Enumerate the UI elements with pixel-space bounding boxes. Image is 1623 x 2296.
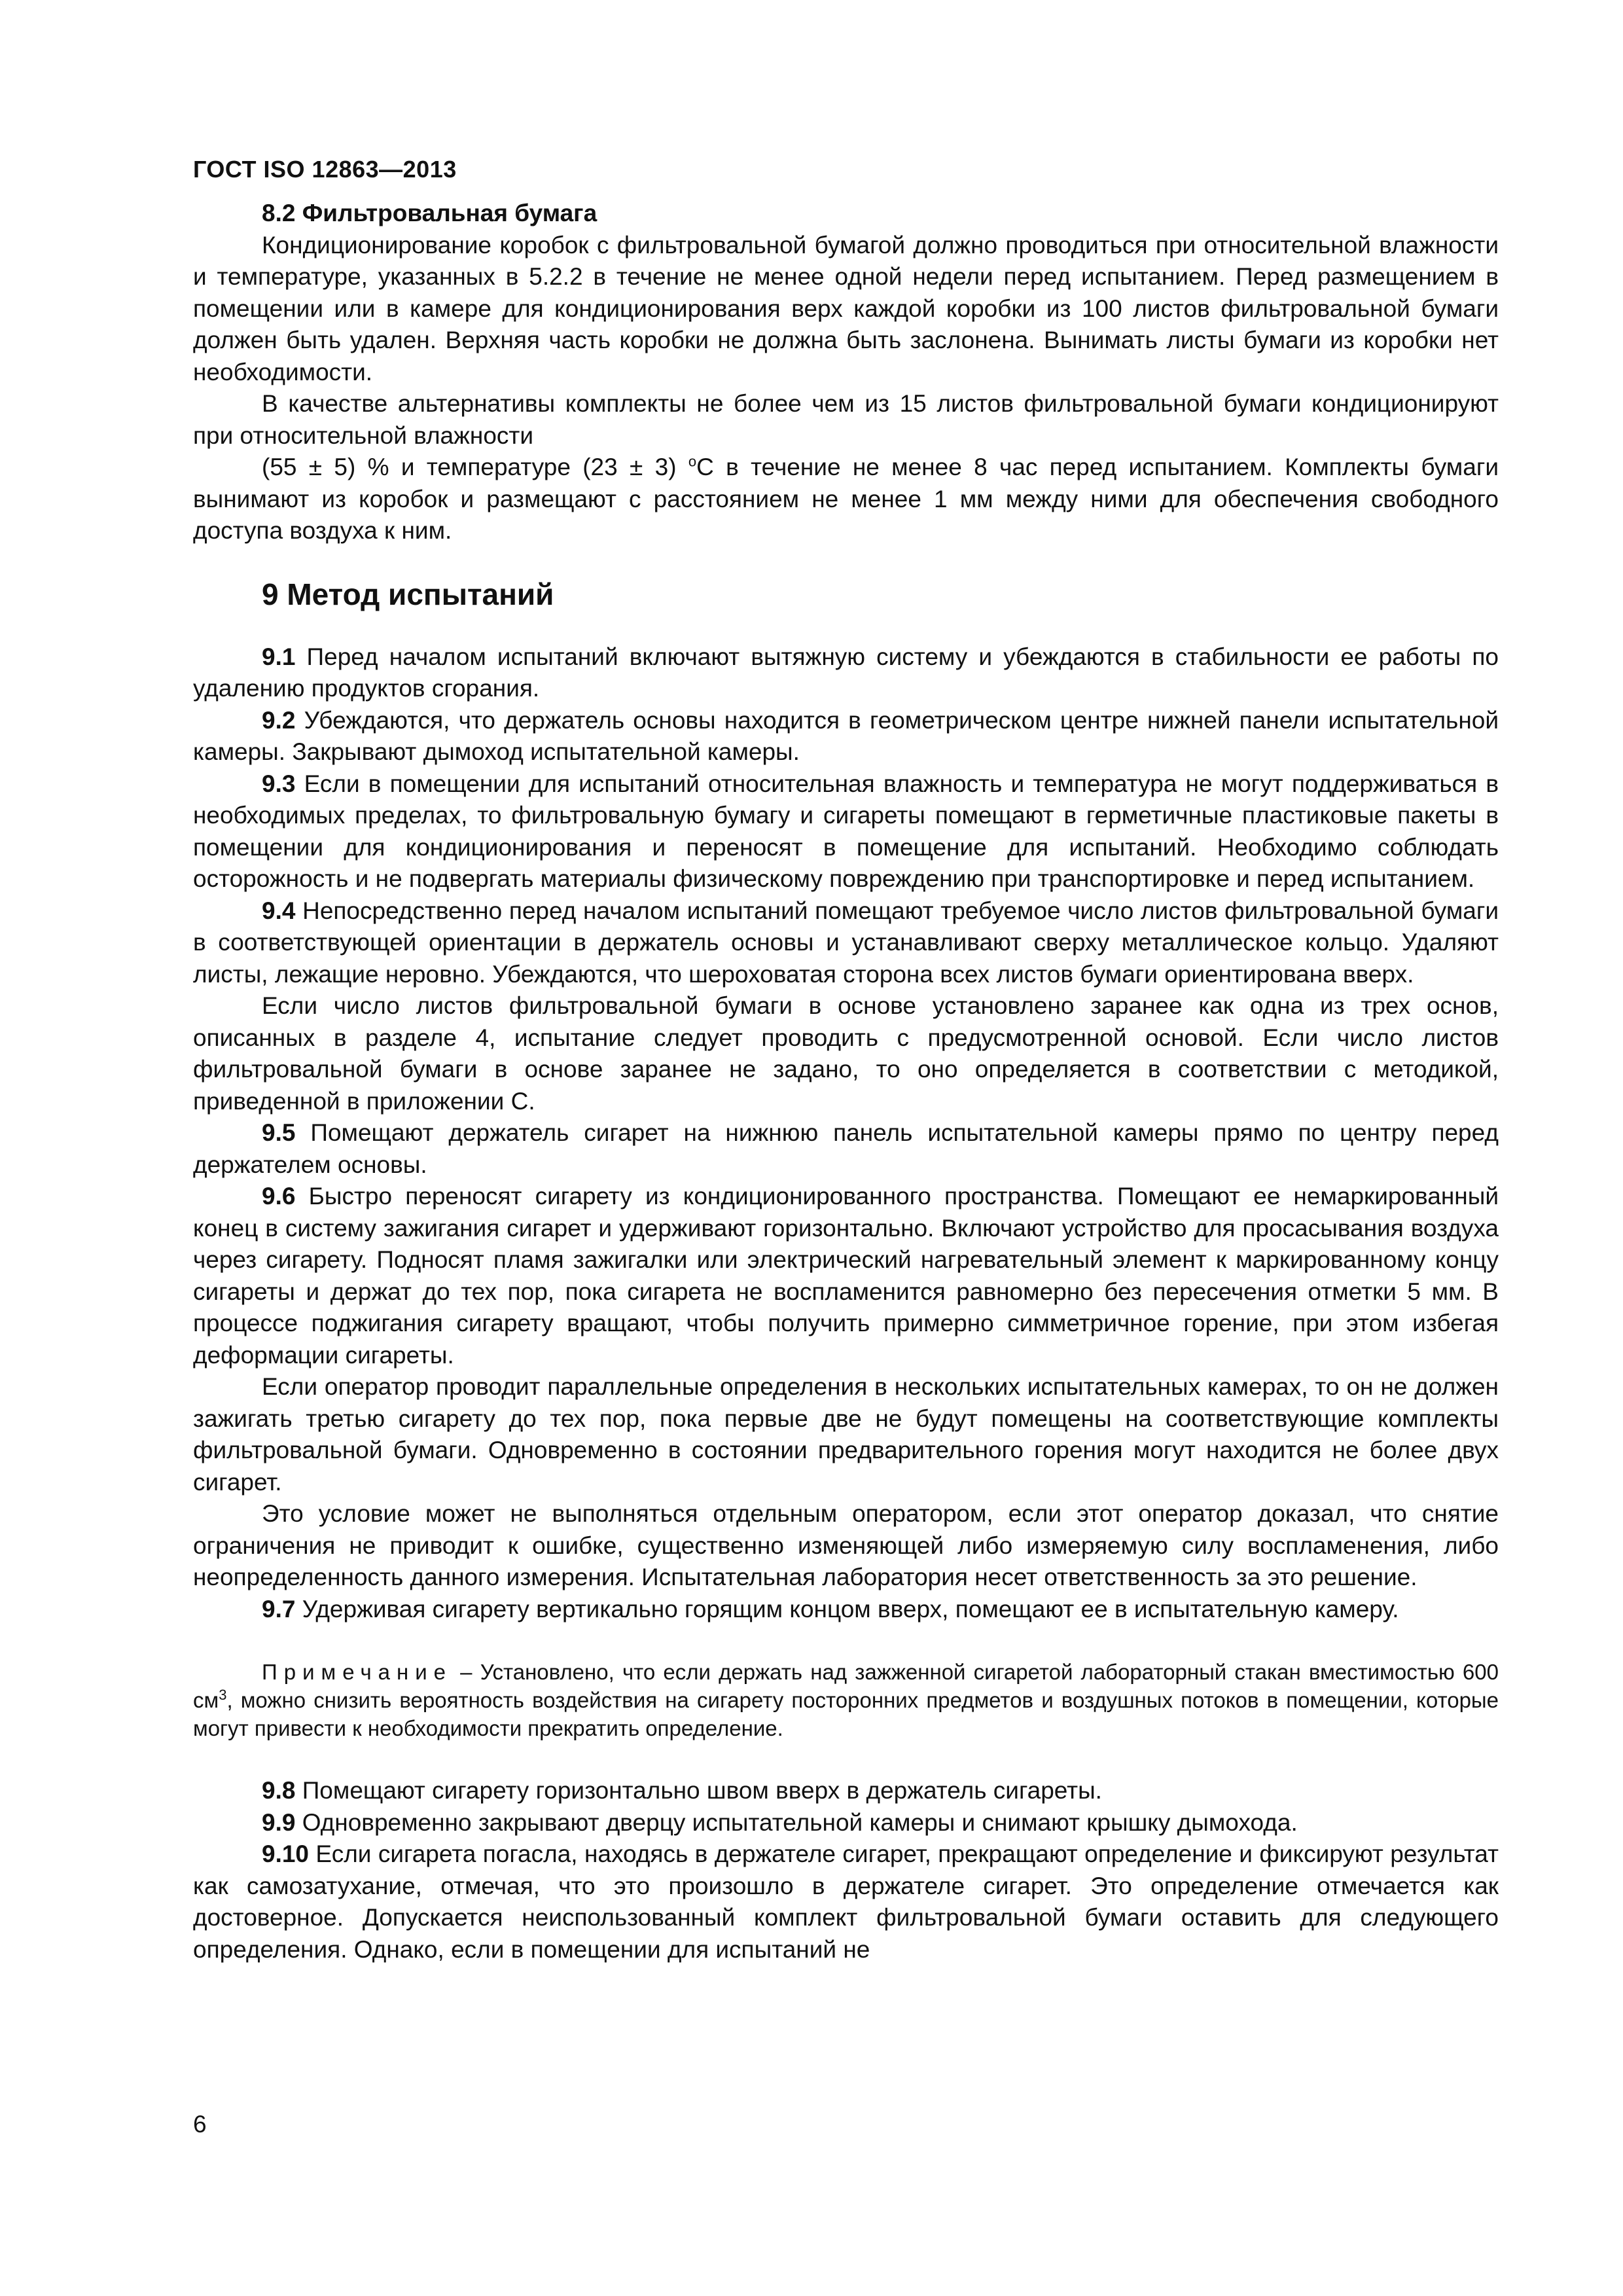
clause-9-2 <box>193 705 1499 768</box>
subsection-title-8-2: 8.2 Фильтровальная бумага <box>262 200 597 226</box>
clause-text: Непосредственно перед началом испытаний помещают требуемое число листов фильтровальной бумаги в соответствующей ориентации в держатель основы и устанавливают сверху металлическое кольцо. Удаляют листы, лежащие неровно. Убеждаются, что шероховатая сторона всех листов бумаги ориентирована вверх. <box>193 897 1499 988</box>
clause-9-8 <box>193 1775 1499 1807</box>
paragraph-8-2-conditioning: Кондиционирование коробок с фильтровальной бумагой должно проводиться при относительной влажности и температуре, указанных в 5.2.2 в течение не менее одной недели перед испытанием. Перед размещением в помещении или в камере для кондиционирования верх каждой коробки из 100 листов фильтровальной бумаги должен быть удален. Верхняя часть коробки не должна быть заслонена. Вынимать листы бумаги из коробки нет необходимости. <box>193 231 1499 386</box>
conditions-text-b: С в течение не менее 8 час перед испытанием. Комплекты бумаги вынимают из коробок и размещают с расстоянием не менее 1 мм между ними для обеспечения свободного доступа воздуха к ним. <box>193 454 1499 544</box>
clause-text: Если в помещении для испытаний относительная влажность и температура не могут поддерживаться в необходимых пределах, то фильтровальную бумагу и сигареты помещают в герметичные пластиковые пакеты в помещении для кондиционирования и переносят в помещение для испытаний. Необходимо соблюдать осторожность и не подвергать материалы физическому повреждению при транспортировке и перед испытанием. <box>193 770 1499 892</box>
clause-text: Быстро переносят сигарету из кондиционированного пространства. Помещают ее немаркированный конец в систему зажигания сигарет и удерживают горизонтально. Включают устройство для просасывания воздуха через сигарету. Подносят пламя зажигалки или электрический нагревательный элемент к маркированному концу сигареты и держат до тех пор, пока сигарета не воспламенится равномерно без пересечения отметки 5 мм. В процессе поджигания сигарету вращают, чтобы получить примерно симметричное горение, при этом избегая деформации сигареты. <box>193 1183 1499 1369</box>
paragraph-8-2-conditions <box>193 452 1499 547</box>
note-text-b: , можно снизить вероятность воздействия на сигарету посторонних предметов и воздушных потоков в помещении, которые могут привести к необходимости прекратить определение. <box>193 1688 1499 1740</box>
clause-9-10 <box>193 1839 1499 1965</box>
clause-text: Помещают держатель сигарет на нижнюю панель испытательной камеры прямо по центру перед держателем основы. <box>193 1119 1499 1178</box>
clause-text: Если сигарета погасла, находясь в держателе сигарет, прекращают определение и фиксируют результат как самозатухание, отмечая, что это произошло в держателе сигарет. Это определение отмечается как достоверное. Допускается неиспользованный комплект фильтровальной бумаги оставить для следующего определения. Однако, если в помещении для испытаний не <box>193 1840 1499 1963</box>
clause-text: Одновременно закрывают дверцу испытательной камеры и снимают крышку дымохода. <box>295 1808 1298 1836</box>
clause-text: Убеждаются, что держатель основы находится в геометрическом центре нижней панели испытательной камеры. Закрывают дымоход испытательной камеры. <box>193 706 1499 765</box>
note-superscript: 3 <box>219 1687 227 1703</box>
clause-text: Помещают сигарету горизонтально швом вверх в держатель сигареты. <box>295 1777 1102 1804</box>
paragraph-8-2-alternative: В качестве альтернативы комплекты не более чем из 15 листов фильтровальной бумаги кондиционируют при относительной влажности <box>193 390 1499 449</box>
clause-number: 9.7 <box>262 1595 296 1623</box>
clause-9-7 <box>193 1594 1499 1626</box>
clause-number: 9.8 <box>262 1777 296 1804</box>
clause-number: 9.3 <box>262 770 296 797</box>
clause-9-6 <box>193 1181 1499 1371</box>
clause-9-9 <box>193 1807 1499 1839</box>
clause-number: 9.9 <box>262 1808 296 1836</box>
clause-9-6-continuation-1: Если оператор проводит параллельные определения в нескольких испытательных камерах, то он не должен зажигать третью сигарету до тех пор, пока первые две не будут помещены на соответствующие комплекты фильтровальной бумаги. Одновременно в состоянии предварительного горения могут находится не более двух сигарет. <box>193 1373 1499 1496</box>
clause-number: 9.6 <box>262 1183 296 1210</box>
clause-text: Перед началом испытаний включают вытяжную систему и убеждаются в стабильности ее работы по удалению продуктов сгорания. <box>193 643 1499 702</box>
page-body <box>193 198 1499 1965</box>
clause-9-5 <box>193 1117 1499 1181</box>
page-number: 6 <box>193 2111 207 2138</box>
note-label: Примечание <box>262 1660 453 1684</box>
clause-number: 9.5 <box>262 1119 296 1146</box>
conditions-text-a: (55 ± 5) % и температуре (23 ± 3) <box>262 454 688 480</box>
section-title-9: 9 Метод испытаний <box>262 577 554 611</box>
clause-9-1 <box>193 641 1499 705</box>
document-code-header: ГОСТ ISO 12863—2013 <box>193 156 457 183</box>
clause-number: 9.10 <box>262 1840 310 1867</box>
clause-number: 9.4 <box>262 897 296 924</box>
clause-text: Удерживая сигарету вертикально горящим концом вверх, помещают ее в испытательную камеру. <box>295 1595 1399 1623</box>
clause-9-3 <box>193 768 1499 895</box>
note-block <box>193 1658 1499 1742</box>
clause-number: 9.1 <box>262 643 296 670</box>
clause-9-6-continuation-2: Это условие может не выполняться отдельным оператором, если этот оператор доказал, что снятие ограничения не приводит к ошибке, существенно изменяющей либо измеряемую силу воспламенения, либо неопределенность данного измерения. Испытательная лаборатория несет ответственность за это решение. <box>193 1500 1499 1590</box>
clause-9-4-continuation: Если число листов фильтровальной бумаги в основе установлено заранее как одна из трех основ, описанных в разделе 4, испытание следует проводить с предусмотренной основой. Если число листов фильтровальной бумаги в основе заранее не задано, то оно определяется в соответствии с методикой, приведенной в приложении С. <box>193 992 1499 1115</box>
clause-9-4 <box>193 895 1499 991</box>
degree-sign: o <box>688 453 697 470</box>
note-text-a: – Установлено, что если держать над зажженной сигаретой лабораторный стакан вместимостью 600 см <box>193 1660 1499 1712</box>
clause-number: 9.2 <box>262 706 296 734</box>
